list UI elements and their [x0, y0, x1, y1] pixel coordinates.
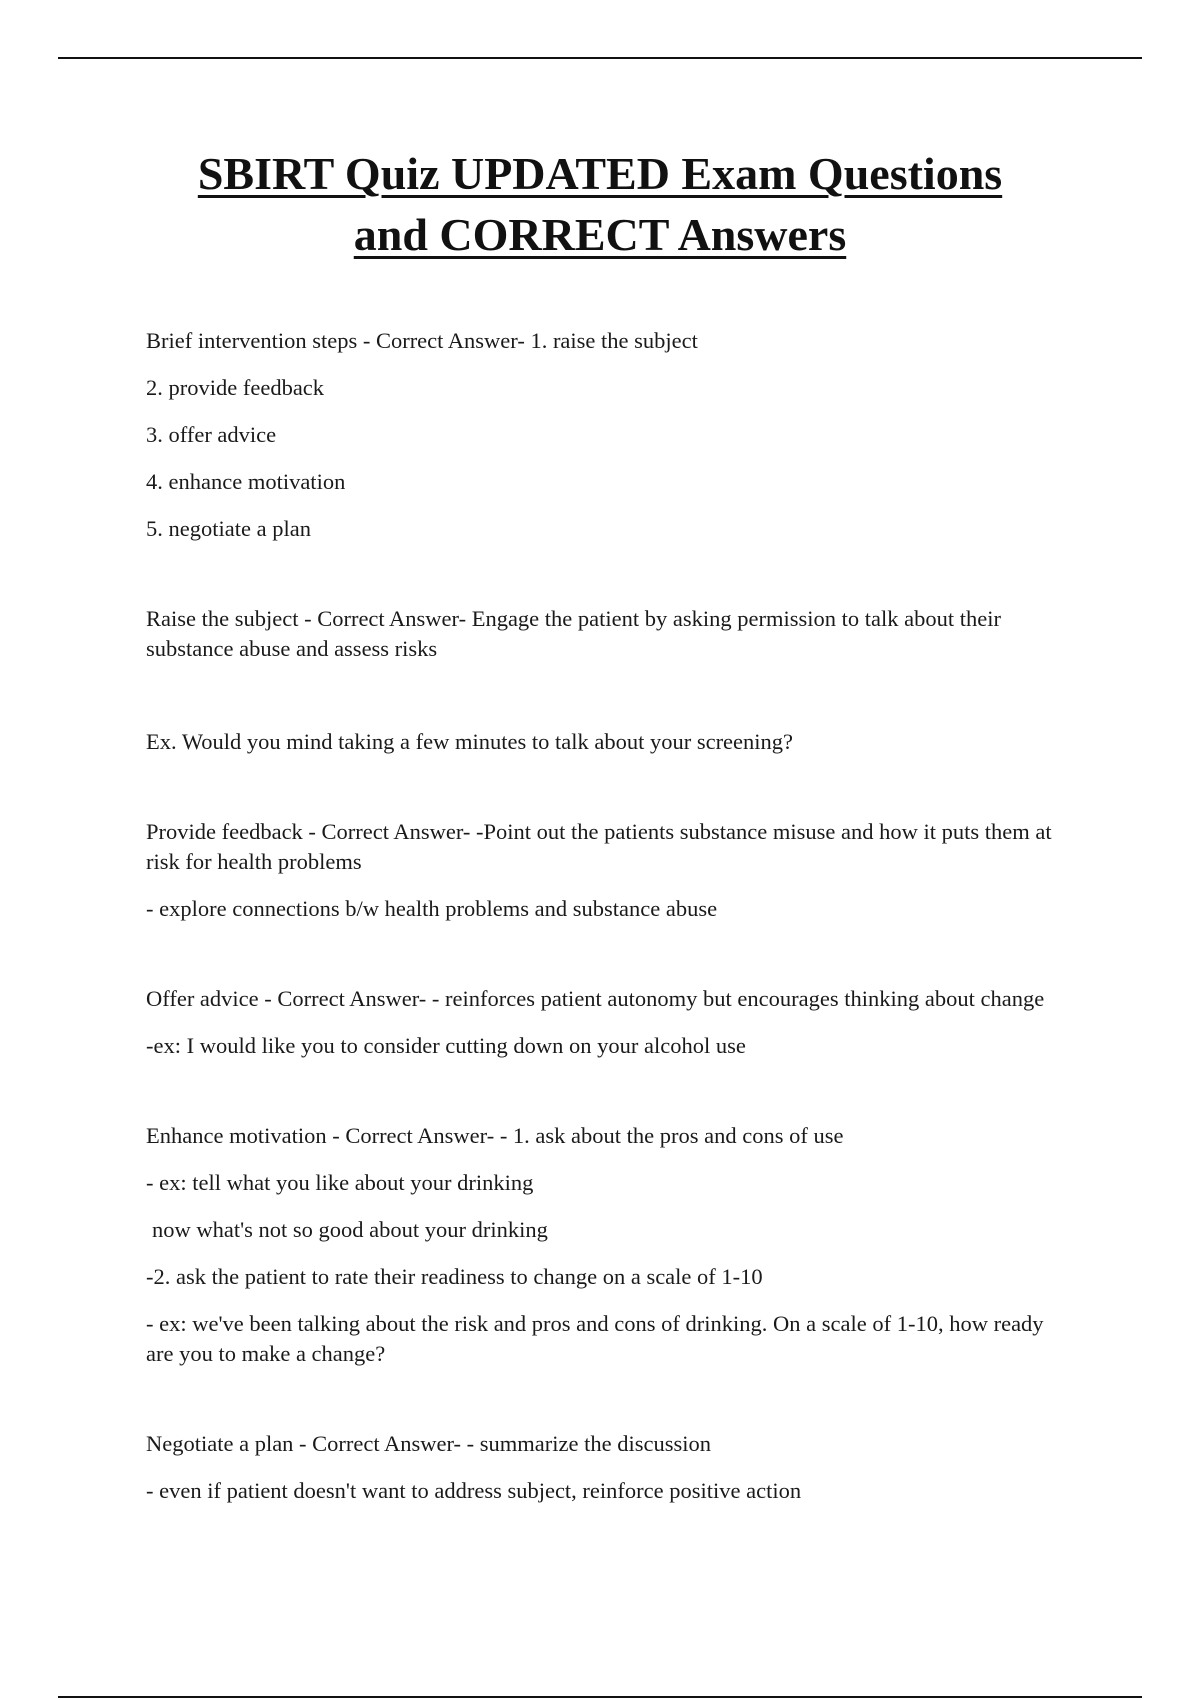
qa-line: -ex: I would like you to consider cutting down on your alcohol use — [146, 1033, 746, 1058]
qa-item-negotiate-a-plan — [146, 1429, 1066, 1506]
page-title — [100, 143, 1100, 265]
qa-line: Provide feedback - Correct Answer- -Point out the patients substance misuse and how it puts them at risk for health problems — [146, 819, 1052, 874]
top-rule — [58, 57, 1142, 59]
qa-item-provide-feedback — [146, 817, 1066, 924]
qa-line: Brief intervention steps - Correct Answer- 1. raise the subject — [146, 328, 698, 353]
qa-line: now what's not so good about your drinking — [152, 1217, 548, 1242]
qa-list — [146, 326, 1066, 1506]
title-line-1: SBIRT Quiz UPDATED Exam Questions — [197, 148, 1003, 199]
bottom-rule — [58, 1696, 1142, 1698]
qa-line: 3. offer advice — [146, 422, 277, 447]
qa-line: Offer advice - Correct Answer- - reinforces patient autonomy but encourages thinking about change — [146, 986, 1045, 1011]
qa-item-brief-intervention-steps — [146, 326, 1066, 544]
qa-line: -2. ask the patient to rate their readiness to change on a scale of 1-10 — [146, 1264, 763, 1289]
qa-line: - even if patient doesn't want to address subject, reinforce positive action — [146, 1478, 802, 1503]
qa-line: Enhance motivation - Correct Answer- - 1. ask about the pros and cons of use — [146, 1123, 844, 1148]
qa-item-offer-advice — [146, 984, 1066, 1061]
qa-line: Raise the subject - Correct Answer- Engage the patient by asking permission to talk about their substance abuse and assess risks — [146, 606, 1001, 661]
qa-line: - ex: tell what you like about your drinking — [146, 1170, 534, 1195]
qa-line: - ex: we've been talking about the risk and pros and cons of drinking. On a scale of 1-10, how ready are you to make a change? — [146, 1311, 1044, 1366]
qa-line: 4. enhance motivation — [146, 469, 346, 494]
qa-line: - explore connections b/w health problems and substance abuse — [146, 896, 718, 921]
qa-item-raise-the-subject — [146, 604, 1066, 757]
qa-item-enhance-motivation — [146, 1121, 1066, 1369]
qa-line: Negotiate a plan - Correct Answer- - summarize the discussion — [146, 1431, 712, 1456]
qa-line: 5. negotiate a plan — [146, 516, 311, 541]
title-line-2: and CORRECT Answers — [353, 209, 847, 260]
qa-line: 2. provide feedback — [146, 375, 325, 400]
qa-line: Ex. Would you mind taking a few minutes to talk about your screening? — [146, 729, 794, 754]
